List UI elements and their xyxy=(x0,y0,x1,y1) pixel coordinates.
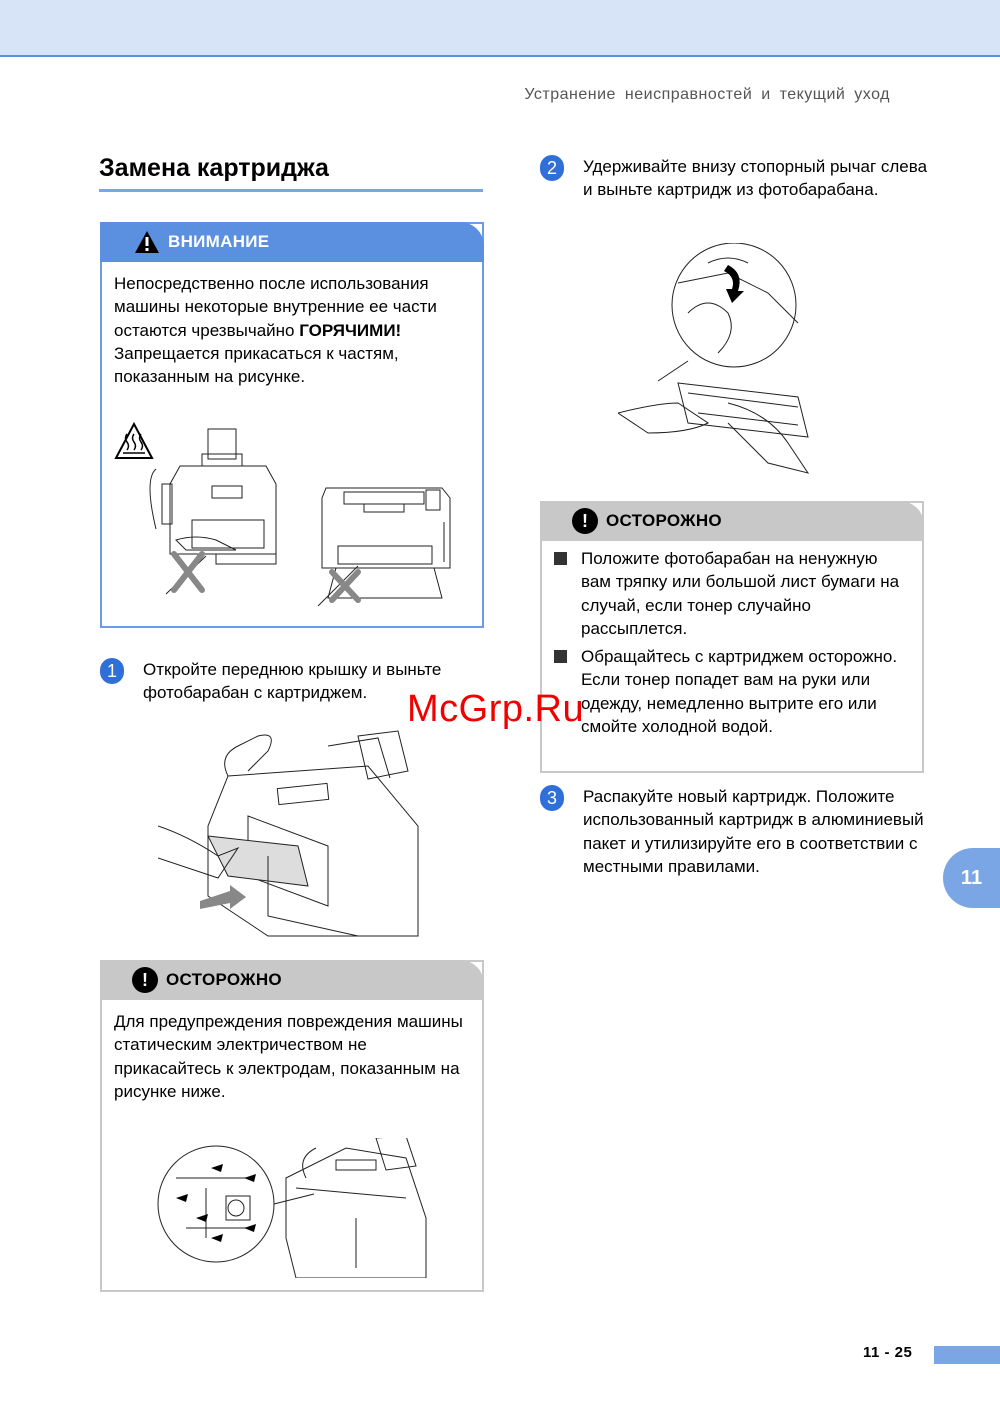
page-number: 11 - 25 xyxy=(863,1344,913,1361)
hot-parts-illustration-front xyxy=(136,424,296,604)
bullet-square-icon xyxy=(554,552,567,565)
section-title: Замена картриджа xyxy=(99,154,329,182)
title-underline xyxy=(99,189,483,192)
caution-toner-title: ОСТОРОЖНО xyxy=(606,511,722,530)
warning-text: Непосредственно после использования машины некоторые внутренние ее части остаются чрезвычайно ГОРЯЧИМИ! Запрещается прикасаться к частям, показанным на рисунке. xyxy=(114,274,437,387)
drum-lever-illustration xyxy=(618,243,818,483)
warning-hot-emphasis: ГОРЯЧИМИ! xyxy=(299,320,402,340)
warning-callout xyxy=(100,222,484,628)
running-header: Устранение неисправностей и текущий уход xyxy=(524,86,890,103)
exclamation-icon: ! xyxy=(132,967,158,993)
list-item: Положите фотобарабан на ненужную вам тряпку или большой лист бумаги на случай, если тонер случайно рассыплется. xyxy=(554,547,910,640)
caution-toner-header xyxy=(540,501,924,541)
hot-parts-illustration-open xyxy=(314,472,464,608)
list-item: Обращайтесь с картриджем осторожно. Если тонер попадет вам на руки или одежду, немедленно вытрите его или смойте холодной водой. xyxy=(554,645,910,738)
caution-static-text: Для предупреждения повреждения машины статическим электричеством не прикасайтесь к электродам, показанным на рисунке ниже. xyxy=(114,1012,463,1101)
caution-static-title: ОСТОРОЖНО xyxy=(166,970,282,989)
electrodes-illustration xyxy=(156,1138,446,1278)
chapter-tab: 11 xyxy=(943,848,1000,908)
step-1-text: Откройте переднюю крышку и выньте фотобарабан с картриджем. xyxy=(143,660,442,703)
caution-toner-callout xyxy=(540,501,924,773)
step-2 xyxy=(540,155,930,202)
step-3-text: Распакуйте новый картридж. Положите использованный картридж в алюминиевый пакет и утилизируйте его в соответствии с местными правилами. xyxy=(583,787,924,876)
step-3 xyxy=(540,785,930,878)
machine-remove-drum-illustration xyxy=(158,726,440,948)
step-number-badge: 1 xyxy=(100,658,124,684)
step-number-badge: 3 xyxy=(540,785,564,811)
step-number-badge: 2 xyxy=(540,155,564,181)
header-band xyxy=(0,0,1000,57)
step-2-text: Удерживайте внизу стопорный рычаг слева и выньте картридж из фотобарабана. xyxy=(583,157,928,200)
exclamation-icon: ! xyxy=(572,508,598,534)
caution-static-callout xyxy=(100,960,484,1292)
watermark: McGrp.Ru xyxy=(407,688,585,730)
caution-toner-list xyxy=(554,547,910,738)
warning-header xyxy=(100,222,484,262)
warning-title: ВНИМАНИЕ xyxy=(168,232,270,251)
bullet-square-icon xyxy=(554,650,567,663)
warning-triangle-icon xyxy=(134,230,160,254)
page-number-bar xyxy=(934,1346,1000,1364)
caution-static-header xyxy=(100,960,484,1000)
